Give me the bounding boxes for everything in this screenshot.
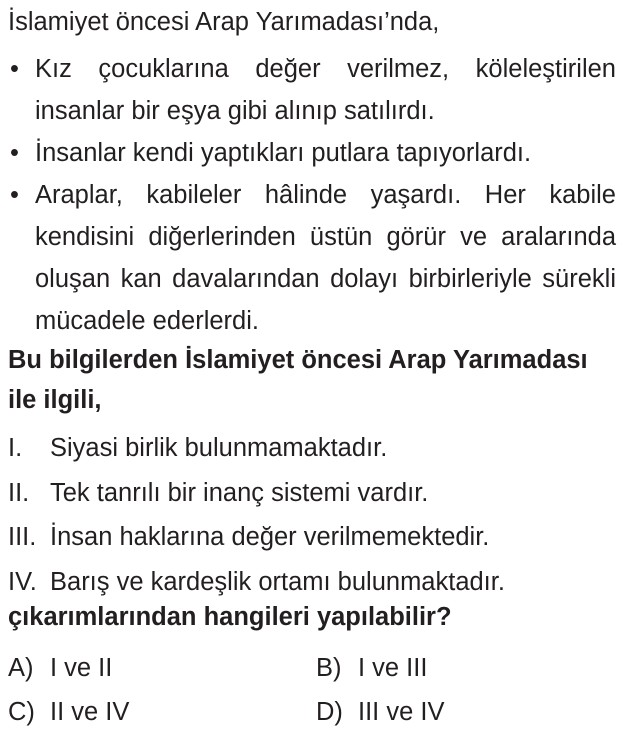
- option-letter: A): [8, 654, 34, 682]
- option-d[interactable]: [316, 690, 444, 734]
- statement-number: IV.: [8, 567, 37, 596]
- option-row: [8, 690, 608, 734]
- statement-number: I.: [8, 434, 23, 462]
- option-text: I ve III: [358, 654, 428, 682]
- statement-item: [8, 515, 505, 560]
- bullet-item: [8, 48, 616, 132]
- bullet-text: Araplar, kabileler hâlinde yaşardı. Her kabile kendisini diğerlerinden üstün görür ve aralarında oluşan kan davalarından dolayı birbirleriyle sürekli mücadele ederlerdi.: [35, 181, 616, 335]
- option-letter: B): [316, 654, 342, 682]
- option-text: II ve IV: [50, 698, 130, 726]
- bullet-text: Kız çocuklarına değer verilmez, köleleştirilen insanlar bir eşya gibi alınıp satılırdı.: [35, 55, 616, 125]
- option-letter: D): [316, 698, 343, 726]
- statement-number: III.: [8, 523, 37, 551]
- answer-options: [8, 646, 608, 734]
- intro-text: İslamiyet öncesi Arap Yarımadası’nda,: [8, 8, 440, 36]
- option-a[interactable]: [8, 646, 112, 690]
- statement-number: II.: [8, 478, 30, 507]
- question-stem: Bu bilgilerden İslamiyet öncesi Arap Yarımadası ile ilgili,: [8, 346, 588, 414]
- bullet-dot-icon: •: [10, 55, 19, 83]
- bullet-item: [8, 132, 616, 174]
- bullet-item: [8, 174, 616, 342]
- question-closing: çıkarımlarından hangileri yapılabilir?: [8, 603, 452, 631]
- statement-text: İnsan haklarına değer verilmemektedir.: [50, 523, 490, 551]
- bullet-list: [8, 48, 616, 342]
- statement-list: [8, 426, 505, 604]
- statement-item: [8, 426, 505, 471]
- option-b[interactable]: [316, 646, 427, 690]
- statement-text: Siyasi birlik bulunmamaktadır.: [50, 434, 388, 462]
- option-letter: C): [8, 698, 35, 726]
- bullet-dot-icon: •: [10, 139, 19, 167]
- statement-text: Barış ve kardeşlik ortamı bulunmaktadır.: [50, 567, 505, 596]
- option-text: III ve IV: [358, 698, 445, 726]
- statement-item: [8, 471, 505, 516]
- option-c[interactable]: [8, 690, 129, 734]
- statement-text: Tek tanrılı bir inanç sistemi vardır.: [50, 478, 429, 507]
- bullet-text: İnsanlar kendi yaptıkları putlara tapıyorlardı.: [35, 139, 532, 167]
- option-text: I ve II: [50, 654, 113, 682]
- bullet-dot-icon: •: [10, 181, 19, 209]
- option-row: [8, 646, 608, 690]
